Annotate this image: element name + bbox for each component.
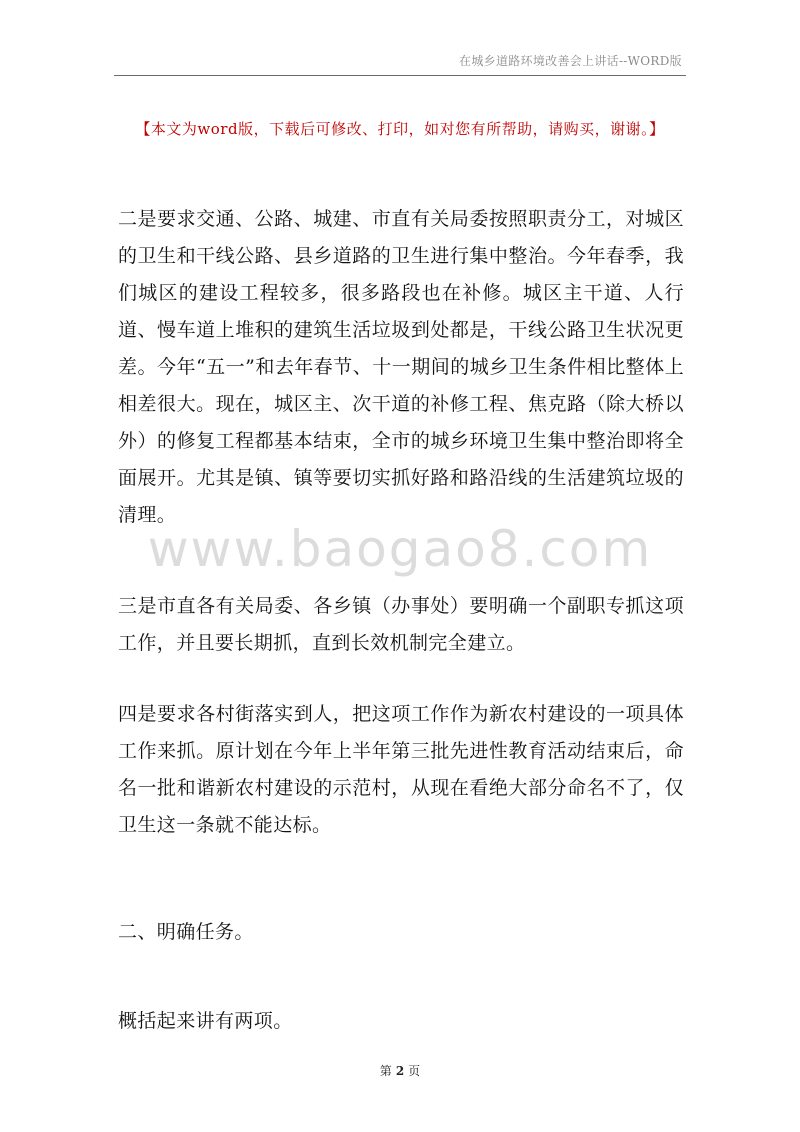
- body-paragraph: 三是市直各有关局委、各乡镇（办事处）要明确一个副职专抓这项工作，并且要长期抓，直到长效机制完全建立。: [118, 595, 684, 654]
- page-number: 2: [395, 1064, 405, 1078]
- page-footer: [0, 1062, 800, 1079]
- running-header-title: 在城乡道路环境改善会上讲话--WORD版: [459, 54, 682, 68]
- body-paragraph: 四是要求各村街落实到人，把这项工作作为新农村建设的一项具体工作来抓。原计划在今年上半年第三批先进性教育活动结束后，命名一批和谐新农村建设的示范村，从现在看绝大部分命名不了，仅卫生这一条就不能达标。: [118, 703, 684, 836]
- header-divider: [114, 75, 686, 76]
- page-label-prefix: 第: [379, 1064, 392, 1078]
- site-watermark: www.baogao8.com: [147, 520, 653, 578]
- body-paragraph: 概括起来讲有两项。: [118, 1010, 293, 1032]
- purchase-notice: 【本文为word版，下载后可修改、打印，如对您有所帮助，请购买，谢谢。】: [135, 120, 665, 138]
- page-label-suffix: 页: [408, 1064, 421, 1078]
- section-heading: 二、明确任务。: [118, 921, 254, 943]
- body-paragraph: 二是要求交通、公路、城建、市直有关局委按照职责分工，对城区的卫生和干线公路、县乡道路的卫生进行集中整治。今年春季，我们城区的建设工程较多，很多路段也在补修。城区主干道、人行道、慢车道上堆积的建筑生活垃圾到处都是，干线公路卫生状况更差。今年“五一”和去年春节、十一期间的城乡卫生条件相比整体上相差很大。现在，城区主、次干道的补修工程、焦克路（除大桥以外）的修复工程都基本结束，全市的城乡环境卫生集中整治即将全面展开。尤其是镇、镇等要切实抓好路和路沿线的生活建筑垃圾的清理。: [118, 208, 684, 526]
